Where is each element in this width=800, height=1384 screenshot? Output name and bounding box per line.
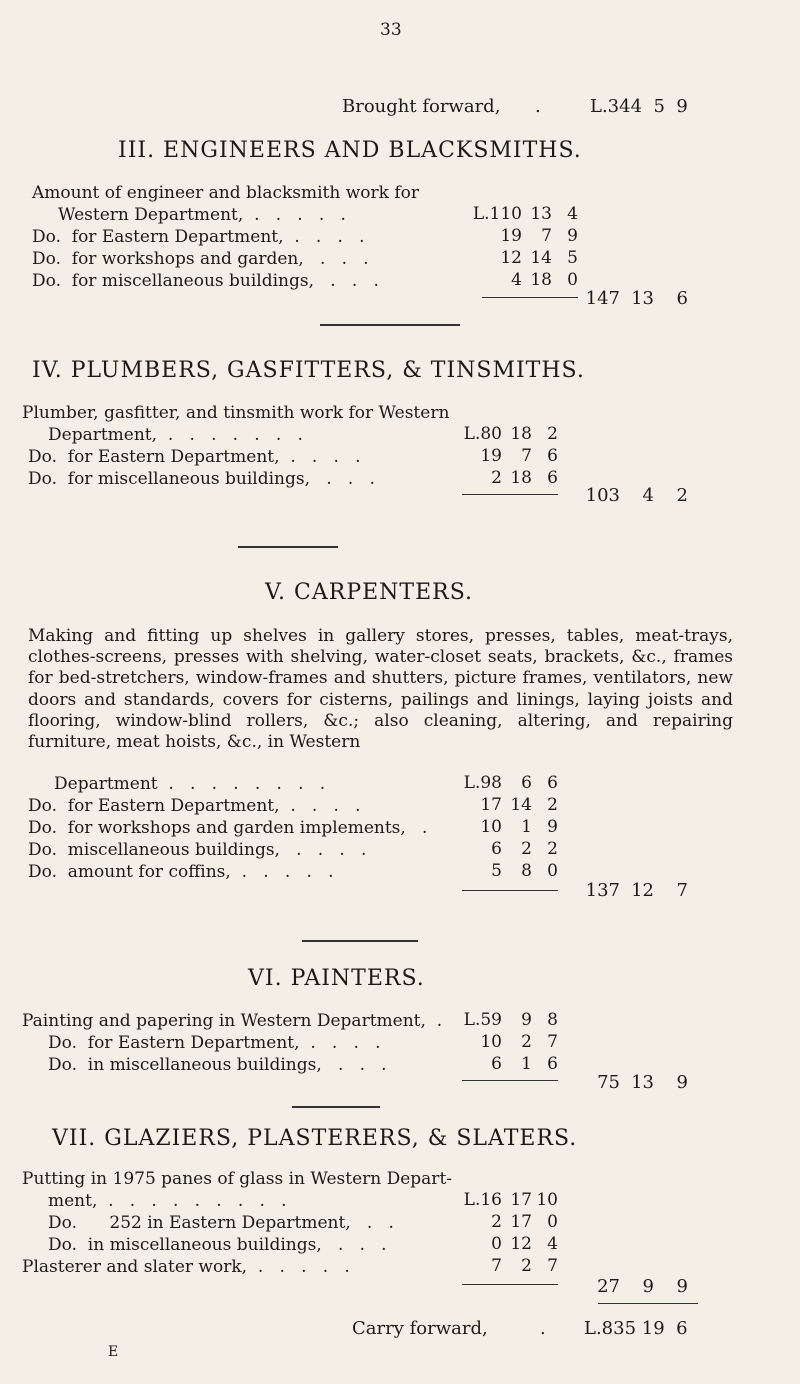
section-line: Do. for miscellaneous buildings, . . . — [28, 469, 375, 489]
amount-cell: 0 12 4 — [491, 1234, 558, 1254]
amount-cell: 7 2 7 — [491, 1256, 558, 1276]
section-line: Do. in miscellaneous buildings, . . . — [48, 1055, 387, 1075]
section-total: 75 13 9 — [597, 1072, 688, 1093]
amount-cell: L.98 6 6 — [463, 773, 558, 793]
section-heading-engineers: III. ENGINEERS AND BLACKSMITHS. — [118, 138, 582, 163]
section-line: Painting and papering in Western Department, . — [22, 1011, 443, 1031]
amount-cell: 19 7 9 — [500, 226, 578, 246]
carry-forward-label: Carry forward, — [352, 1318, 488, 1339]
section-total: 103 4 2 — [585, 485, 688, 506]
section-line: Do. for miscellaneous buildings, . . . — [32, 271, 379, 291]
amount-cell: 10 2 7 — [480, 1032, 558, 1052]
carpenters-description: Making and fitting up shelves in gallery stores, presses, tables, meat-trays, clothes-screens, presses with shelving, water-closet seats, brackets, &c., frames for bed-stretchers, window-frames and shutters, picture frames, ventilators, new doors and standards, covers for cisterns, pailings and linings, laying joists and flooring, window-blind rollers, &c.; also cleaning, altering, and repairing furniture, meat hoists, &c., in Western — [28, 626, 733, 753]
amount-cell: 10 1 9 — [480, 817, 558, 837]
section-divider — [302, 940, 418, 942]
section-line: Plumber, gasfitter, and tinsmith work for Western — [22, 403, 450, 423]
section-line: ment, . . . . . . . . . — [48, 1191, 287, 1211]
section-line: Department, . . . . . . . — [48, 425, 303, 445]
brought-forward-dot: . — [535, 96, 541, 117]
section-divider — [238, 546, 338, 548]
brought-forward-amount: L.344 5 9 — [590, 96, 688, 117]
section-line: Do. for Eastern Department, . . . . — [48, 1033, 381, 1053]
section-divider — [320, 324, 460, 326]
amount-cell: L.16 17 10 — [463, 1190, 558, 1210]
section-line: Amount of engineer and blacksmith work for — [32, 183, 420, 203]
section-line: Putting in 1975 panes of glass in Western Depart- — [22, 1169, 453, 1189]
amount-cell: 17 14 2 — [480, 795, 558, 815]
section-line: Do. for Eastern Department, . . . . — [28, 447, 361, 467]
section-line: Do. for workshops and garden implements, . — [28, 818, 428, 838]
section-heading-carpenters: V. CARPENTERS. — [265, 580, 474, 605]
amount-cell: 6 2 2 — [491, 839, 558, 859]
amount-cell: 6 1 6 — [491, 1054, 558, 1074]
amount-cell: 12 14 5 — [500, 248, 578, 268]
signature-mark: E — [108, 1344, 119, 1360]
section-line: Western Department, . . . . . — [58, 205, 346, 225]
section-line: Do. in miscellaneous buildings, . . . — [48, 1235, 387, 1255]
amount-cell: 4 18 0 — [511, 270, 578, 290]
carry-forward-amount: L.835 19 6 — [584, 1318, 688, 1339]
section-divider — [292, 1106, 380, 1108]
section-line: Department . . . . . . . . — [54, 774, 326, 794]
section-line: Do. amount for coffins, . . . . . — [28, 862, 334, 882]
amount-cell: 19 7 6 — [480, 446, 558, 466]
amount-cell: 5 8 0 — [491, 861, 558, 881]
carry-forward-dot: . — [540, 1318, 546, 1339]
amount-cell: L.80 18 2 — [463, 424, 558, 444]
section-line: Do. for workshops and garden, . . . — [32, 249, 369, 269]
brought-forward-label: Brought forward, — [342, 96, 501, 117]
section-line: Do. for Eastern Department, . . . . — [28, 796, 361, 816]
amount-cell: L.110 13 4 — [472, 204, 578, 224]
amount-cell: L.59 9 8 — [463, 1010, 558, 1030]
section-total: 27 9 9 — [597, 1276, 688, 1297]
section-line: Plasterer and slater work, . . . . . — [22, 1257, 350, 1277]
section-line: Do. miscellaneous buildings, . . . . — [28, 840, 367, 860]
amount-cell: 2 18 6 — [491, 468, 558, 488]
page-number: 33 — [380, 20, 402, 40]
section-line: Do. 252 in Eastern Department, . . — [48, 1213, 394, 1233]
section-heading-painters: VI. PAINTERS. — [248, 966, 425, 991]
section-heading-glaziers: VII. GLAZIERS, PLASTERERS, & SLATERS. — [52, 1126, 578, 1151]
amount-cell: 2 17 0 — [491, 1212, 558, 1232]
section-heading-plumbers: IV. PLUMBERS, GASFITTERS, & TINSMITHS. — [32, 358, 585, 383]
sum-rule — [598, 1303, 698, 1304]
section-total: 147 13 6 — [585, 288, 688, 309]
section-line: Do. for Eastern Department, . . . . — [32, 227, 365, 247]
section-total: 137 12 7 — [585, 880, 688, 901]
